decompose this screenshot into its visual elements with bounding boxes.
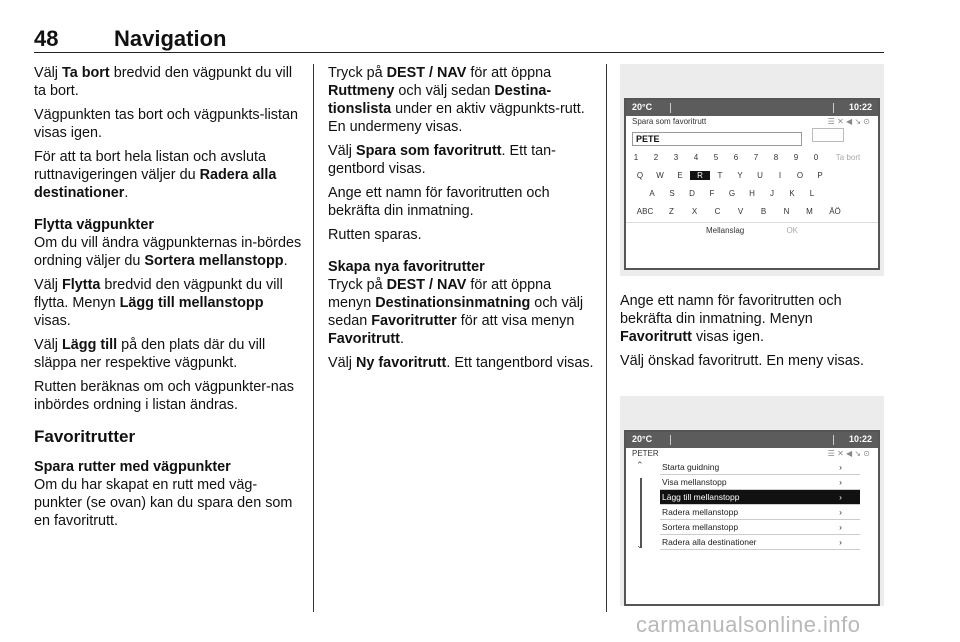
- header-rule: [34, 52, 884, 53]
- key[interactable]: 6: [733, 152, 739, 162]
- clock: 10:22: [848, 434, 872, 444]
- paragraph: Om du vill ändra vägpunkternas in-bördes ordning väljer du Sortera mellanstopp.: [34, 235, 302, 269]
- column-2: [328, 64, 596, 378]
- column-1: [34, 64, 302, 536]
- scrollbar[interactable]: [640, 478, 642, 548]
- key[interactable]: 7: [753, 152, 759, 162]
- key[interactable]: C: [714, 206, 721, 216]
- paragraph: Välj Spara som favoritrutt. Ett tan-gentbord visas.: [328, 143, 556, 177]
- chevron-right-icon: ›: [839, 507, 842, 517]
- key[interactable]: E: [677, 170, 683, 180]
- paragraph: Rutten sparas.: [328, 227, 422, 243]
- key-ao[interactable]: ÄÖ: [829, 206, 841, 216]
- page-header: [34, 26, 884, 54]
- key[interactable]: 5: [713, 152, 719, 162]
- paragraph: Ange ett namn för favoritrutten och bekräfta din inmatning.: [328, 185, 550, 219]
- paragraph: Välj Flytta bredvid den vägpunkt du vill flytta. Menyn Lägg till mellanstopp visas.: [34, 277, 283, 329]
- menu-item[interactable]: Visa mellanstopp ›: [660, 475, 860, 490]
- key[interactable]: D: [689, 188, 695, 198]
- chevron-up-icon[interactable]: ⌃: [636, 460, 644, 470]
- screen-menu: [624, 430, 880, 606]
- figure-keyboard-screen: [620, 64, 884, 276]
- page-number: 48: [34, 26, 59, 51]
- space-key[interactable]: Mellanslag: [705, 226, 745, 235]
- key[interactable]: L: [809, 188, 815, 198]
- paragraph: För att ta bort hela listan och avsluta ruttnavigeringen väljer du Radera alla destinationer.: [34, 149, 277, 201]
- key[interactable]: I: [778, 170, 782, 180]
- menu-item[interactable]: Radera alla destinationer ›: [660, 535, 860, 550]
- paragraph: Om du har skapat en rutt med väg-punkter (se ovan) kan du spara den som en favoritrutt.: [34, 477, 293, 529]
- key[interactable]: T: [717, 170, 723, 180]
- menu-list: [626, 460, 878, 550]
- paragraph: Ange ett namn för favoritrutten och bekräfta din inmatning. Menyn Favoritrutt visas igen.: [620, 293, 842, 345]
- keyboard-bottom-bar: [626, 222, 878, 238]
- paragraph: Välj Lägg till på den plats där du vill släppa ner respektive vägpunkt.: [34, 337, 266, 371]
- key[interactable]: P: [817, 170, 823, 180]
- paragraph: Vägpunkten tas bort och vägpunkts-listan visas igen.: [34, 107, 298, 141]
- key-row-a: [626, 184, 878, 202]
- key[interactable]: N: [783, 206, 790, 216]
- key[interactable]: Y: [737, 170, 743, 180]
- key-selected[interactable]: R: [690, 171, 710, 180]
- key[interactable]: K: [789, 188, 795, 198]
- screen-keyboard: [624, 98, 880, 270]
- key[interactable]: F: [709, 188, 715, 198]
- key[interactable]: Z: [669, 206, 674, 216]
- clock: 10:22: [848, 102, 872, 112]
- key[interactable]: U: [757, 170, 763, 180]
- key-row-z: [626, 202, 878, 220]
- key[interactable]: 4: [693, 152, 699, 162]
- key-abc[interactable]: ABC: [636, 206, 654, 216]
- section-title: Navigation: [114, 26, 227, 51]
- key[interactable]: 8: [773, 152, 779, 162]
- key[interactable]: 1: [633, 152, 639, 162]
- paragraph: Välj önskad favoritrutt. En meny visas.: [620, 353, 864, 369]
- chevron-right-icon: ›: [839, 477, 842, 487]
- key[interactable]: 2: [653, 152, 659, 162]
- paragraph: Tryck på DEST / NAV för att öppna menyn Destinationsinmatning och välj sedan Favoritrutter för att visa menyn Favoritrutt.: [328, 277, 584, 347]
- key[interactable]: 0: [813, 152, 819, 162]
- heading-favorite-routes: Favoritrutter: [34, 427, 136, 446]
- temperature: 20°C: [632, 434, 653, 444]
- input-aux: [812, 128, 844, 142]
- key[interactable]: W: [656, 170, 664, 180]
- screen-title: Spara som favoritrutt ☰ ✕ ◀ ↘ ⊙: [632, 117, 870, 126]
- subheading-new-favorites: Skapa nya favoritrutter: [328, 259, 485, 275]
- paragraph: Välj Ny favoritrutt. Ett tangentbord visas.: [328, 355, 594, 371]
- status-icons: ☰ ✕ ◀ ↘ ⊙: [827, 117, 870, 126]
- subheading-move-waypoints: Flytta vägpunkter: [34, 217, 154, 233]
- key[interactable]: J: [770, 188, 774, 198]
- key[interactable]: Q: [636, 170, 644, 180]
- paragraph: Tryck på DEST / NAV för att öppna Ruttmeny och välj sedan Destina-tionslista under en aktiv vägpunkts-rutt. En undermeny visas.: [328, 65, 585, 135]
- key[interactable]: G: [728, 188, 736, 198]
- menu-item-selected[interactable]: Lägg till mellanstopp ›: [660, 490, 860, 505]
- chevron-right-icon: ›: [839, 522, 842, 532]
- paragraph: Välj Ta bort bredvid den vägpunkt du vill ta bort.: [34, 65, 293, 99]
- temperature: 20°C: [632, 102, 653, 112]
- figure-menu-screen: [620, 396, 884, 606]
- chevron-right-icon: ›: [839, 462, 842, 472]
- paragraph: Rutten beräknas om och vägpunkter-nas inbördes ordning i listan ändras.: [34, 379, 294, 413]
- key[interactable]: X: [691, 206, 698, 216]
- chevron-right-icon: ›: [839, 537, 842, 547]
- menu-item[interactable]: Starta guidning ›: [660, 460, 860, 475]
- status-bar: [626, 432, 878, 448]
- key-row-digits: [626, 148, 878, 166]
- key[interactable]: A: [649, 188, 655, 198]
- ok-button[interactable]: OK: [786, 226, 799, 235]
- chevron-right-icon: ›: [839, 492, 842, 502]
- key[interactable]: V: [737, 206, 744, 216]
- key[interactable]: O: [796, 170, 804, 180]
- key[interactable]: M: [806, 206, 813, 216]
- chevron-down-icon[interactable]: ⌄: [636, 540, 644, 550]
- key-row-q: [626, 166, 878, 184]
- subheading-save-routes: Spara rutter med vägpunkter: [34, 459, 231, 475]
- name-input[interactable]: PETE: [632, 132, 802, 146]
- column-3: [620, 292, 888, 376]
- delete-key[interactable]: Ta bort: [835, 152, 861, 162]
- key[interactable]: H: [749, 188, 755, 198]
- key[interactable]: S: [669, 188, 675, 198]
- column-divider: [313, 64, 314, 612]
- status-bar: [626, 100, 878, 116]
- screen-title: PETER ☰ ✕ ◀ ↘ ⊙: [632, 449, 870, 458]
- key[interactable]: B: [760, 206, 767, 216]
- status-icons: ☰ ✕ ◀ ↘ ⊙: [827, 449, 870, 458]
- menu-item[interactable]: Sortera mellanstopp ›: [660, 520, 860, 535]
- key[interactable]: 3: [673, 152, 679, 162]
- watermark: carmanualsonline.info: [636, 612, 861, 637]
- column-divider: [606, 64, 607, 612]
- key[interactable]: 9: [793, 152, 799, 162]
- menu-item[interactable]: Radera mellanstopp ›: [660, 505, 860, 520]
